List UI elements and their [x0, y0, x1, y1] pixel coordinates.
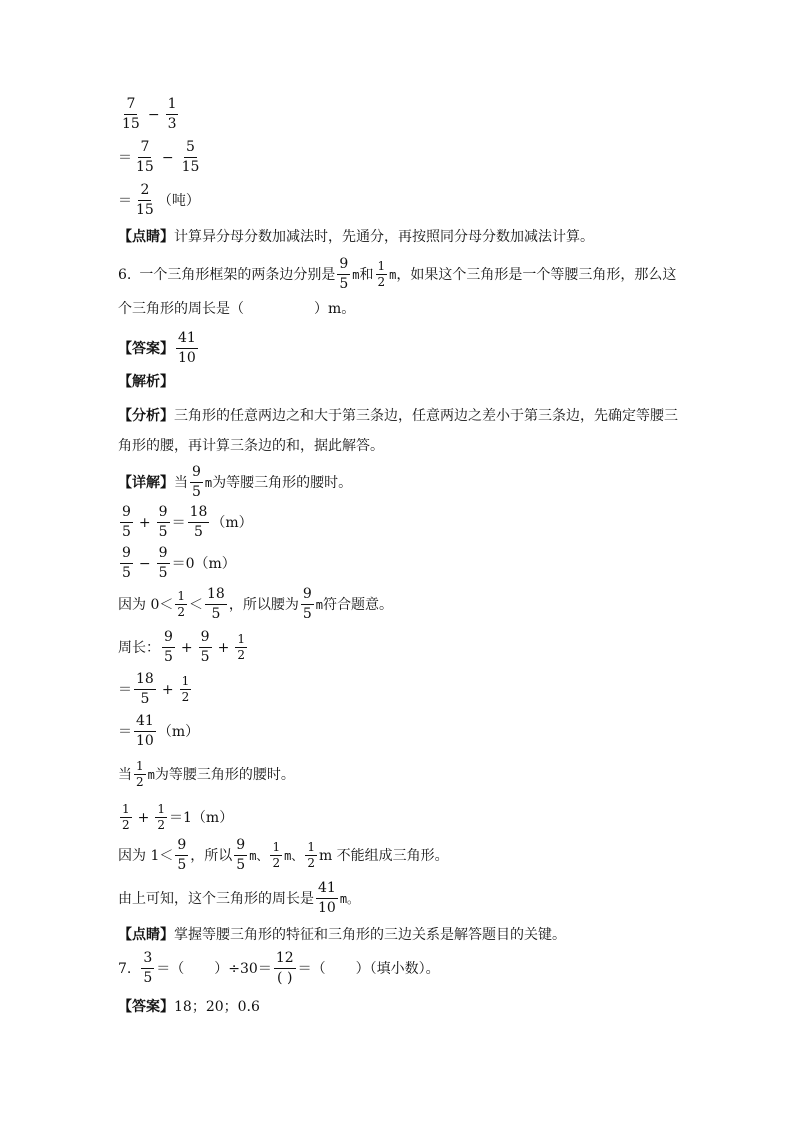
calc-c6: ＝ $\frac{41}{10}$ （m）	[118, 713, 200, 749]
fraction: $\frac{7}{15}$	[122, 96, 140, 132]
fenxi-label: 【分析】	[118, 408, 174, 424]
question-7-line: 7. $\frac{3}{5}$ ＝（ ）÷30＝ $\frac{12}{( )}$ ＝（ ）（填小数）。	[118, 950, 440, 986]
calc-c3: 因为 0＜ $\frac{1}{2}$ ＜ $\frac{18}{5}$ ，所以腰为 $\frac{9}{5}$ m 符合题意。	[118, 586, 393, 622]
question-number: 6.	[118, 266, 132, 283]
answer-fraction: $\frac{41}{10}$	[178, 330, 196, 366]
tip-line-q6	[118, 928, 566, 942]
fraction: $\frac{9}{5}$	[192, 464, 201, 500]
answer-line	[118, 330, 200, 367]
calc-c8: $\frac{1}{2}$ + $\frac{1}{2}$ ＝1（m）	[122, 802, 234, 832]
fraction: $\frac{2}{15}$	[136, 182, 154, 218]
calc-c4: 周长： $\frac{9}{5}$ + $\frac{9}{5}$ + $\frac{1}{2}$	[118, 629, 245, 665]
tip-text: 计算异分母分数加减法时，先通分，再按照同分母分数加减法计算。	[174, 229, 594, 245]
detail-line: 【详解】 当 $\frac{9}{5}$ m 为等腰三角形的腰时。	[118, 464, 353, 500]
calc-line-3: ＝ $\frac{2}{15}$ （吨）	[118, 182, 200, 218]
calc-c2: $\frac{9}{5}$ − $\frac{9}{5}$ ＝0（m）	[122, 545, 236, 581]
calc-c5: ＝ $\frac{18}{5}$ + $\frac{1}{2}$	[118, 671, 190, 707]
analysis-label-line	[118, 375, 174, 389]
question-6-line-1: 6. 一个三角形框架的两条边分别是 $\frac{9}{5}$ m 和 $\frac{1}{2}$ m ，如果这个三角形是一个等腰三角形，那么这	[118, 256, 677, 292]
tip-line	[118, 230, 594, 244]
calc-line-2: ＝ $\frac{7}{15}$ − $\frac{5}{15}$	[118, 139, 200, 175]
minus-sign: −	[147, 106, 160, 123]
calc-c7: 当 $\frac{1}{2}$ m 为等腰三角形的腰时。	[118, 759, 295, 789]
calc-line-1	[118, 96, 180, 133]
answer-line-q7	[118, 1000, 260, 1014]
fraction: $\frac{1}{2}$	[377, 259, 386, 289]
answer-text: 18；20；0.6	[174, 999, 260, 1015]
tip-label: 【点睛】	[118, 927, 174, 943]
fraction: $\frac{5}{15}$	[181, 139, 200, 175]
question-number: 7.	[118, 960, 132, 977]
calc-c1: $\frac{9}{5}$ + $\frac{9}{5}$ ＝ $\frac{18}{5}$ （m）	[122, 504, 253, 540]
answer-label: 【答案】	[118, 340, 174, 357]
tip-label: 【点睛】	[118, 229, 174, 245]
fenxi-line-2: 角形的腰，再计算三条边的和，据此解答。	[118, 438, 384, 454]
calc-c10: 由上可知，这个三角形的周长是 $\frac{41}{10}$ m。	[118, 880, 360, 916]
question-6-line-2: 个三角形的周长是（ ）m。	[118, 301, 356, 317]
answer-label: 【答案】	[118, 999, 174, 1015]
fenxi-line-1: 【分析】 三角形的任意两边之和大于第三条边，任意两边之差小于第三条边，先确定等腰三	[118, 408, 678, 424]
fraction: $\frac{9}{5}$	[339, 256, 349, 292]
calc-c9: 因为 1＜ $\frac{9}{5}$ ，所以 $\frac{9}{5}$ m、 $\frac{1}{2}$ m、 $\frac{1}{2}$ m 不能组成三角形。	[118, 837, 449, 873]
analysis-label: 【解析】	[118, 374, 174, 390]
fraction: $\frac{7}{15}$	[136, 139, 154, 175]
fraction: $\frac{1}{3}$	[167, 96, 177, 132]
detail-label: 【详解】	[118, 474, 174, 491]
tip-text: 掌握等腰三角形的特征和三角形的三边关系是解答题目的关键。	[174, 927, 566, 943]
